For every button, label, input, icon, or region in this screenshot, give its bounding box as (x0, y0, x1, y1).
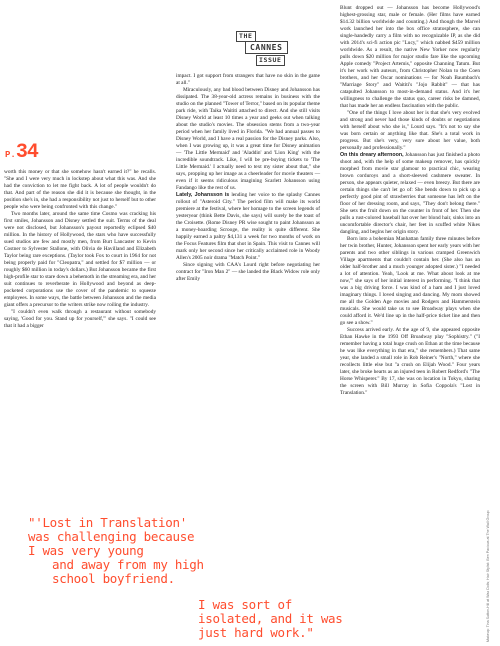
pull-quote-line: I was very young (28, 543, 144, 558)
lead-in: On this dreary afternoon, (340, 152, 404, 158)
pull-quote-line: was challenging because (28, 529, 195, 544)
tag-word-cannes: CANNES (245, 41, 288, 54)
paragraph: Born into a bohemian Manhattan family three minutes before her twin brother, Hunter, Johansson spent her early years with her parents and two other siblings in various cramped Greenwich Village apartments that couldn't contain her. (She also has an older half-brother and a much younger adopted sister.) "I needed a lot of attention. Yeah, 'Look at me. What about look at me now,'" she says of her initial interest in performing. "I think that was a big driving force. I was kind of a ham and I just loved imaginary things. I loved singing and dancing. My mom showed me all the Golden Age movies and Rodgers and Hammerstein musicals. She would take us to see Broadway plays when she could afford it. We'd line up in the half-price ticket line and then go see a show." (340, 236, 480, 326)
pull-quote (28, 515, 343, 640)
paragraph: Blunt dropped out — Johansson has become Hollywood's highest-grossing star, male or female. (Her films have earned $14.32 billion worldwide and counting.) And though the Marvel work launched her into the box office stratosphere, she can single-handedly carry a film with no recognizable IP, as she did with 2014's sci-fi action pic "Lucy," which nabbed $459 million worldwide. As a result, the native New Yorker now regularly pulls down $20 million for major studio fare like the upcoming Apple comedy "Project Artemis," opposite Channing Tatum. But it's her work with auteurs, from Christopher Nolan to the Coen brothers, and her Oscar nominations — for Noah Baumbach's "Marriage Story" and Waititi's "Jojo Rabbit" — that has catapulted Johansson to most-in-demand status. And it's her willingness to challenge the status quo, career risks be damned, that has made her an endless fascination with the public. (340, 5, 480, 109)
page-number-value: 34 (15, 141, 38, 164)
paragraph: "One of the things I love about her is that she's very evolved and strong and never had those kinds of doubts or negotiations with herself about who she is," Lourd says. "It's not to say she was born certain or anything like that. She's a total work in progress. But she's very, very sure about her value, both personally and professionally." (340, 110, 480, 151)
paragraph: Miraculously, any bad blood between Disney and Johansson has dissipated. The 38-year-old actress remains in business with the studio on the planned "Tower of Terror," based on its popular theme park ride, with Taika Waititi attached to direct. And she still visits Disney World at least 10 times a year and geeks out when talking about the studio's movies. The obsession stems from a two-year period when her family lived in Florida. "We had annual passes to Disney World, and I have a real passion for the Disney parks. Also, when I was growing up, it was a great time for Disney animation — 'The Little Mermaid' and 'Aladdin' and 'Lion King' with the incredible soundtrack. Like, I will be pre-buying tickets to 'The Little Mermaid.' I actually need to text my sister about that," she says, propping up her image as a cheerleader for movie theaters — even if it seems ridiculous imagining Scarlett Johansson using Fandango like the rest of us. (176, 87, 320, 191)
paragraph: Since signing with CAA's Lourd right before negotiating her contract for "Iron Man 2" — she landed the Black Widow role only after Emily (176, 262, 320, 282)
cannes-issue-tag (236, 31, 298, 71)
article-column-2 (176, 73, 320, 283)
article-column-1 (4, 169, 156, 330)
lead-in: Lately, Johansson is (176, 192, 230, 198)
pull-quote-line: and away from my high (52, 557, 204, 572)
pull-quote-line: "'Lost in Translation' (28, 515, 187, 530)
paragraph: impact. I got support from strangers that have no skin in the game at all." (176, 73, 320, 86)
tag-word-issue: ISSUE (256, 55, 285, 66)
photo-credit: Makeup: Tina Sutton-Hill at Wax Dolls; Hair Stylist: Ben Pacious at The Wall Group (486, 510, 490, 642)
pull-quote-line: school boyfriend. (52, 571, 175, 586)
pull-quote-line: just hard work." (198, 625, 314, 640)
paragraph: On this dreary afternoon, Johansson has just finished a photo shoot and, with the help of some makeup remover, has quickly morphed from movie star glamour to practical chic, wearing brown corduroys and a short-sleeved cashmere sweater. In person, she appears quieter, relaxed — even breezy. But there are certain things she can't let go of: She bends down to pick up a perfectly good pint of strawberries that someone has left on the floor of her dressing room, and says, "They don't belong there." She sets the fruit down on the counter in front of her. Then she pulls a rust-colored baseball hat over her blond hair, sinks into an uncomfortable director's chair, her feet in scuffed white Nikes dangling, and begins her origin story. (340, 152, 480, 235)
paragraph: "I couldn't even walk through a restaurant without somebody saying, 'Good for you. Stand up for yourself,'" she says. "I could see that it had a bigger (4, 309, 156, 329)
tag-word-the: THE (236, 31, 256, 42)
paragraph: Success arrived early. At the age of 9, she appeared opposite Ethan Hawke in the 1993 Off Broadway play "Sophistry." ("I remember having a total huge crush on Ethan at the time because he was like everything in that era," she remembers.) That same year, she landed a small role in Rob Reiner's "North," where she recollects little else but "a crush on Elijah Wood." Four years later, she broke hearts as an injured teen in Robert Redford's "The Horse Whisperer." By 17, she was on location in Tokyo, sharing the screen with Bill Murray in Sofia Coppola's "Lost in Translation." (340, 327, 480, 396)
page-number (5, 141, 38, 164)
page-number-prefix: P. (5, 150, 16, 160)
paragraph: Lately, Johansson is lending her voice to the splashy Cannes rollout of "Asteroid City." The period film will make its world premiere at the festival, where her homage to the screen legends of yesteryear (think Bette Davis, she says) will surely be the toast of the Croisette. (Rome Disney PR wise sought to paint Johansson as a money-hoarding Scrooge, the reality is quite different. She happily earned a paltry $4,131 a week for two months of work on the Focus Features film that shot in Spain. This visit to Cannes will mark only her second since her critically acclaimed role in Woody Allen's 2005 noir drama "Match Point." (176, 192, 320, 261)
paragraph: worth this money or that she somehow hasn't earned it?" he recalls. "She and I were very much in lockstep about what this was. And she had the conviction to let me fight back. A lot of people wouldn't do that. And part of the reason she did it is because she thought, in the position she's in, she had a responsibility not just to herself but to other people who were being confronted with this change." (4, 169, 156, 210)
pull-quote-line: I was sort of (198, 597, 292, 612)
article-column-3 (340, 5, 480, 397)
pull-quote-line: isolated, and it was (198, 611, 343, 626)
paragraph: Two months later, around the same time Cosmo was cracking his first smiles, Johansson and Disney settled the suit. Terms of the deal were not disclosed, but Johansson's payout reportedly eclipsed $40 million. In the history of Hollywood, the stars who have successfully sued studios are few and mostly men, from Burt Lancaster to Kevin Costner to Sylvester Stallone, with Olivia de Havilland and Elizabeth Taylor being rare exceptions. (Taylor took Fox to court in 1964 for not being properly paid for "Cleopatra," and settled for $7 million — or roughly $60 million in today's dollars.) But Johansson became the first high-profile star to stare down a behemoth in the streaming era, and her suit continues to reverberate in Hollywood and beyond as deep-pocketed corporations use the cover of the pandemic to squeeze employees. In some ways, the battle between Johansson and the media giant offers a precursor to the writers strike now roiling the industry. (4, 211, 156, 308)
